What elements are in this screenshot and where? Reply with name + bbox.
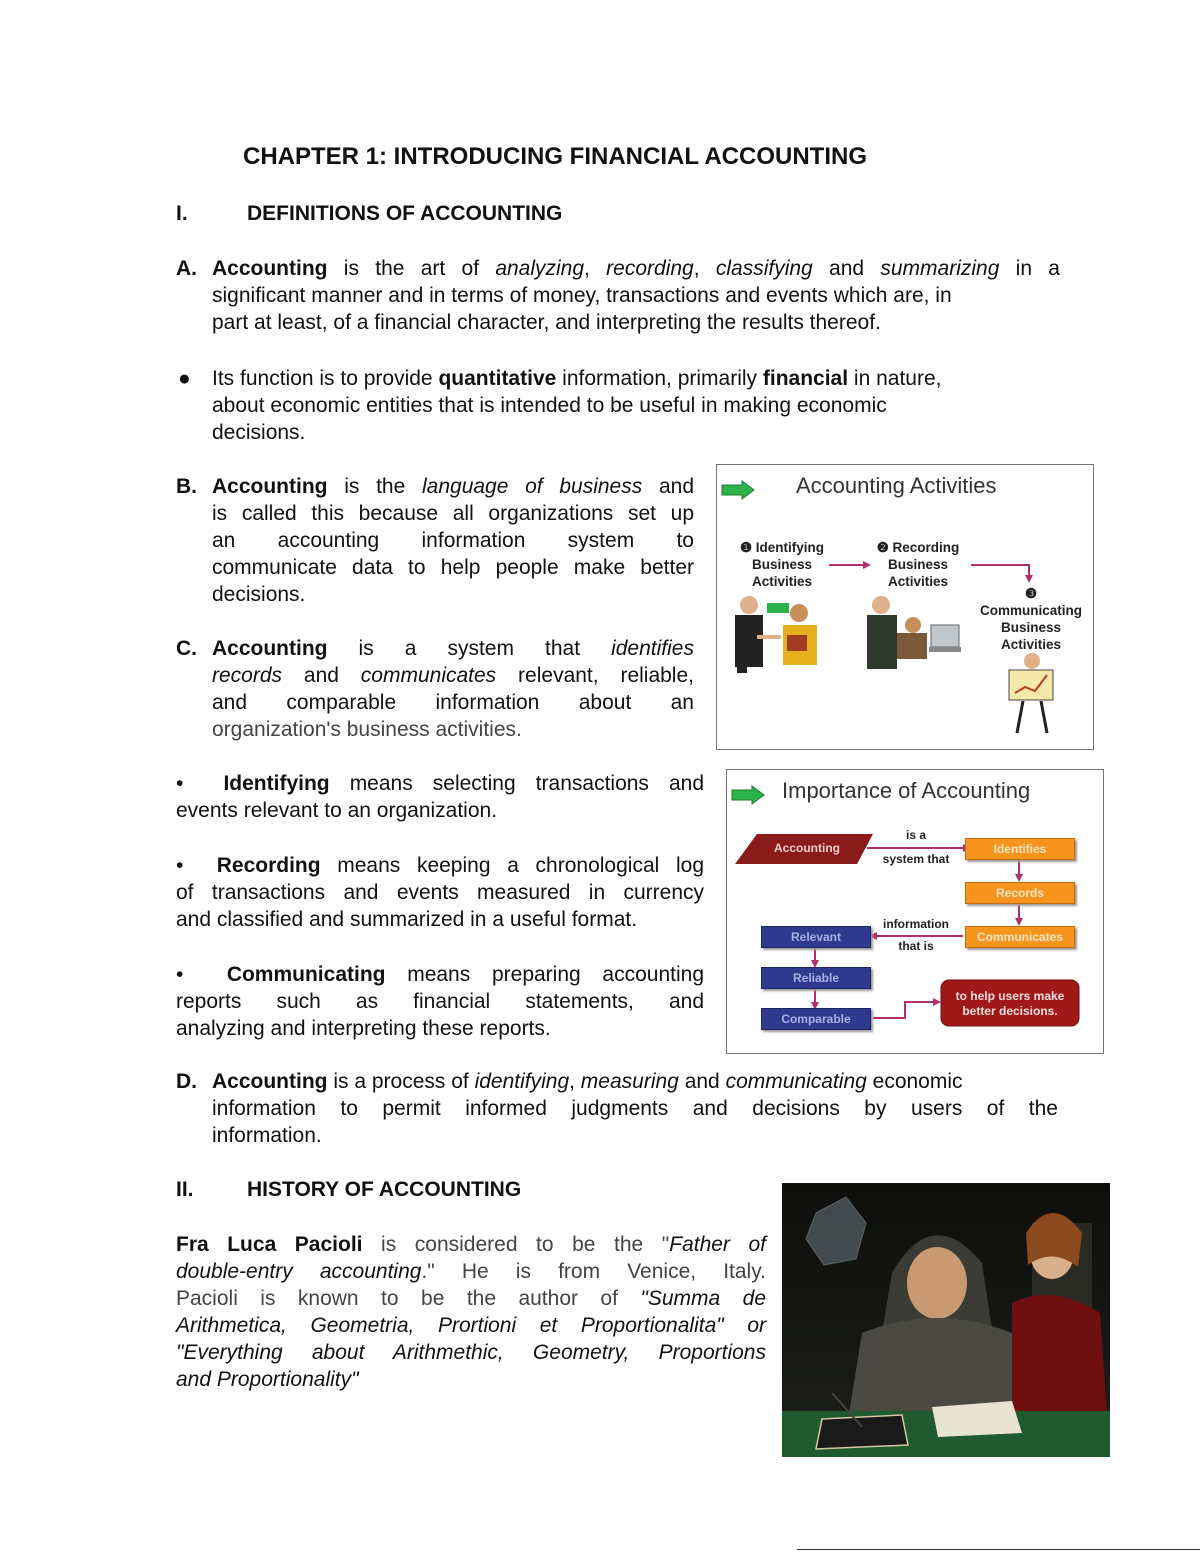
pacioli-portrait-image bbox=[782, 1183, 1110, 1457]
communicates-box: Communicates bbox=[965, 926, 1075, 948]
reliable-box: Reliable bbox=[761, 967, 871, 989]
records-box: Records bbox=[965, 882, 1075, 904]
section-number: I. bbox=[176, 202, 188, 225]
identifies-box: Identifies bbox=[965, 838, 1075, 860]
page-title: CHAPTER 1: INTRODUCING FINANCIAL ACCOUNTING bbox=[243, 143, 867, 170]
history-paragraph: Fra Luca Pacioli is considered to be the "Father of double-entry accounting." He is from Venice, Italy. Pacioli is known to be the author of "Summa de Arithmetica, Geometria, Prortioni et Proportionalita" or "Everything about Arithmethic, Geometry, Proportions and Proportionality" bbox=[176, 1233, 766, 1391]
section-title: DEFINITIONS OF ACCOUNTING bbox=[247, 202, 563, 225]
accounting-shape-label: Accounting bbox=[774, 841, 840, 855]
recording-illustration bbox=[867, 596, 961, 669]
section-number: II. bbox=[176, 1178, 194, 1201]
figure-title: Importance of Accounting bbox=[782, 778, 1031, 803]
communicating-definition: • Communicating means preparing accounting reports such as financial statements, and analyzing and interpreting these reports. bbox=[176, 963, 704, 1040]
comparable-box: Comparable bbox=[761, 1008, 871, 1030]
activity-arrows bbox=[717, 465, 1093, 749]
step-identifying: ❶ Identifying Business Activities bbox=[739, 540, 825, 589]
definition-a-line-1: Accounting is the art of analyzing, recording, classifying and summarizing in a bbox=[212, 257, 1060, 280]
information-label: information bbox=[883, 917, 949, 931]
system-that-label: system that bbox=[882, 852, 950, 866]
section-title: HISTORY OF ACCOUNTING bbox=[247, 1178, 522, 1201]
definition-a bbox=[212, 255, 1060, 336]
definition-b: Accounting is the language of business and is called this because all organizations set up an accounting information system to communicate data to help people make better decisions. bbox=[212, 475, 694, 606]
step-communicating: ❸ Communicating Business Activities bbox=[979, 586, 1082, 652]
footer-rule bbox=[797, 1549, 1200, 1550]
definition-d-letter: D. bbox=[176, 1070, 197, 1093]
handshake-illustration bbox=[735, 596, 817, 673]
that-is-label: that is bbox=[898, 939, 934, 953]
help-users-label: to help users make better decisions. bbox=[955, 989, 1065, 1018]
importance-of-accounting-figure bbox=[726, 769, 1104, 1054]
bullet-dot: ● bbox=[178, 367, 191, 390]
identifying-definition: • Identifying means selecting transactions and events relevant to an organization. bbox=[176, 772, 705, 822]
definition-a-line-3: part at least, of a financial character, and interpreting the results thereof. bbox=[212, 311, 881, 334]
definition-b-letter: B. bbox=[176, 475, 197, 498]
recording-definition: • Recording means keeping a chronological log of transactions and events measured in currency and classified and summarized in a useful format. bbox=[176, 854, 704, 931]
definition-a-letter: A. bbox=[176, 257, 197, 280]
definition-a-line-2: significant manner and in terms of money, transactions and events which are, in bbox=[212, 284, 952, 307]
accounting-activities-figure bbox=[716, 464, 1094, 750]
definition-c-letter: C. bbox=[176, 637, 197, 660]
is-a-label: is a bbox=[905, 828, 926, 842]
presenter-illustration bbox=[1009, 653, 1053, 733]
step-recording: ❷ Recording Business Activities bbox=[876, 540, 960, 589]
figure-title: Accounting Activities bbox=[796, 473, 997, 498]
relevant-box: Relevant bbox=[761, 926, 871, 948]
function-bullet: Its function is to provide quantitative information, primarily financial in nature, about economic entities that is intended to be useful in making economic decisions. bbox=[212, 367, 942, 444]
definition-c: Accounting is a system that identifies records and communicates relevant, reliable, and comparable information about an organization's business activities. bbox=[212, 637, 694, 741]
definition-d: Accounting is a process of identifying, measuring and communicating economic information to permit informed judgments and decisions by users of the information. bbox=[212, 1070, 1058, 1147]
